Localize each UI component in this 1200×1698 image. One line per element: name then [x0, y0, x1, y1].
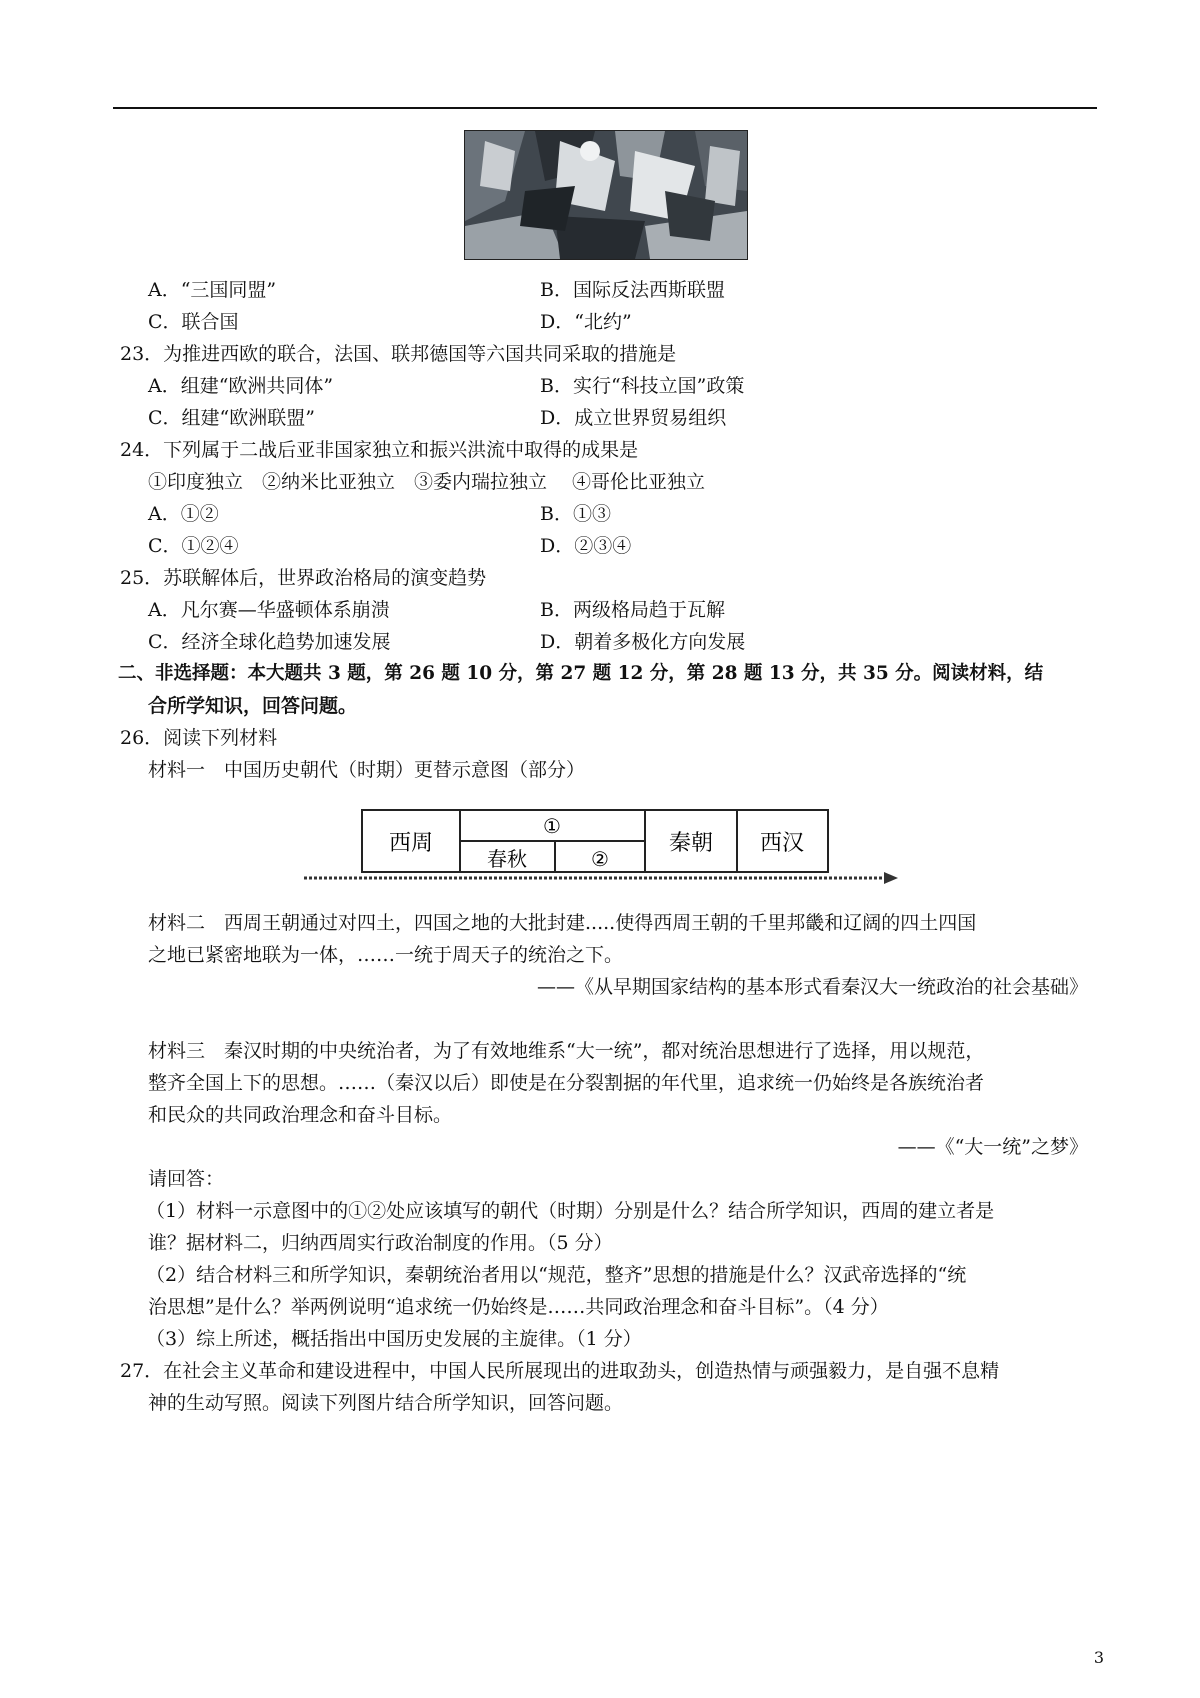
q26-material3-source: ——《“大一统”之梦》 [897, 1136, 1088, 1158]
q26-material3-line2: 整齐全国上下的思想。……（秦汉以后）即使是在分裂割据的年代里，追求统一仍始终是各族统治者 [148, 1072, 985, 1094]
q26-material2-line1: 材料二 西周王朝通过对四土，四国之地的大批封建.....使得西周王朝的千里邦畿和辽阔的四土四国 [148, 912, 977, 934]
timeline-slot-1: ① [543, 816, 561, 838]
page-number: 3 [1093, 1648, 1104, 1667]
header-rule [113, 107, 1097, 109]
q26-material2-source: ——《从早期国家结构的基本形式看秦汉大一统政治的社会基础》 [536, 976, 1088, 998]
q23-option-a: A．组建“欧洲共同体” [148, 375, 334, 397]
q24-option-c: C．①②④ [148, 535, 239, 557]
q25-option-a: A．凡尔赛—华盛顿体系崩溃 [148, 599, 390, 621]
timeline-slot-2: ② [591, 849, 609, 871]
q26-stem: 26．阅读下列材料 [120, 727, 278, 749]
q22-option-b: B．国际反法西斯联盟 [540, 279, 725, 301]
q26-material3-line1: 材料三 秦汉时期的中央统治者，为了有效地维系“大一统”，都对统治思想进行了选择，用以规范， [148, 1040, 985, 1062]
q22-option-c: C．联合国 [148, 311, 239, 333]
q26-material2-line2: 之地已紧密地联为一体，……一统于周天子的统治之下。 [148, 944, 624, 966]
q27-line1: 27．在社会主义革命和建设进程中，中国人民所展现出的进取劲头，创造热情与顽强毅力，是自强不息精 [120, 1360, 1000, 1382]
guernica-painting-image [464, 130, 748, 260]
q26-sub2-line1: （2）结合材料三和所学知识，秦朝统治者用以“规范，整齐”思想的措施是什么？汉武帝选择的“统 [146, 1264, 967, 1286]
section2-heading-line1: 二、非选择题：本大题共 3 题，第 26 题 10 分，第 27 题 12 分，第 28 题 13 分，共 35 分。阅读材料，结 [118, 663, 1044, 684]
section2-heading-line2: 合所学知识，回答问题。 [148, 695, 358, 717]
q26-sub2-line2: 治思想”是什么？举两例说明“追求统一仍始终是……共同政治理念和奋斗目标”。（4 分） [148, 1296, 889, 1318]
q26-sub1-line2: 谁？据材料二，归纳西周实行政治制度的作用。（5 分） [148, 1232, 613, 1254]
timeline-xizhou: 西周 [388, 830, 434, 855]
q25-stem: 25．苏联解体后，世界政治格局的演变趋势 [120, 567, 487, 589]
q26-sub1-line1: （1）材料一示意图中的①②处应该填写的朝代（时期）分别是什么？结合所学知识，西周的建立者是 [146, 1200, 995, 1222]
q24-option-a: A．①② [148, 503, 219, 525]
q26-material1-title: 材料一 中国历史朝代（时期）更替示意图（部分） [148, 759, 586, 781]
q24-option-b: B．①③ [540, 503, 611, 525]
q23-stem: 23．为推进西欧的联合，法国、联邦德国等六国共同采取的措施是 [120, 343, 677, 365]
timeline-chunqiu: 春秋 [487, 849, 527, 871]
q25-option-c: C．经济全球化趋势加速发展 [148, 631, 391, 653]
timeline-xihan: 西汉 [759, 830, 805, 855]
q27-line2: 神的生动写照。阅读下列图片结合所学知识，回答问题。 [148, 1392, 624, 1414]
q26-material3-line3: 和民众的共同政治理念和奋斗目标。 [148, 1104, 453, 1126]
q24-stem: 24．下列属于二战后亚非国家独立和振兴洪流中取得的成果是 [120, 439, 639, 461]
timeline-qin: 秦朝 [668, 830, 714, 855]
q22-option-d: D．“北约” [540, 311, 632, 333]
q24-option-d: D．②③④ [540, 535, 632, 557]
q24-items: ①印度独立 ②纳米比亚独立 ③委内瑞拉独立 ④哥伦比亚独立 [148, 471, 706, 493]
q25-option-d: D．朝着多极化方向发展 [540, 631, 746, 653]
q23-option-c: C．组建“欧洲联盟” [148, 407, 315, 429]
q26-ask-label: 请回答： [148, 1168, 225, 1190]
q26-sub3: （3）综上所述，概括指出中国历史发展的主旋律。（1 分） [146, 1328, 642, 1350]
q22-option-a: A．“三国同盟” [148, 279, 277, 301]
q23-option-d: D．成立世界贸易组织 [540, 407, 727, 429]
q25-option-b: B．两级格局趋于瓦解 [540, 599, 725, 621]
timeline-arrow-head [884, 872, 898, 884]
dynasty-timeline-diagram [300, 808, 900, 888]
q23-option-b: B．实行“科技立国”政策 [540, 375, 745, 397]
